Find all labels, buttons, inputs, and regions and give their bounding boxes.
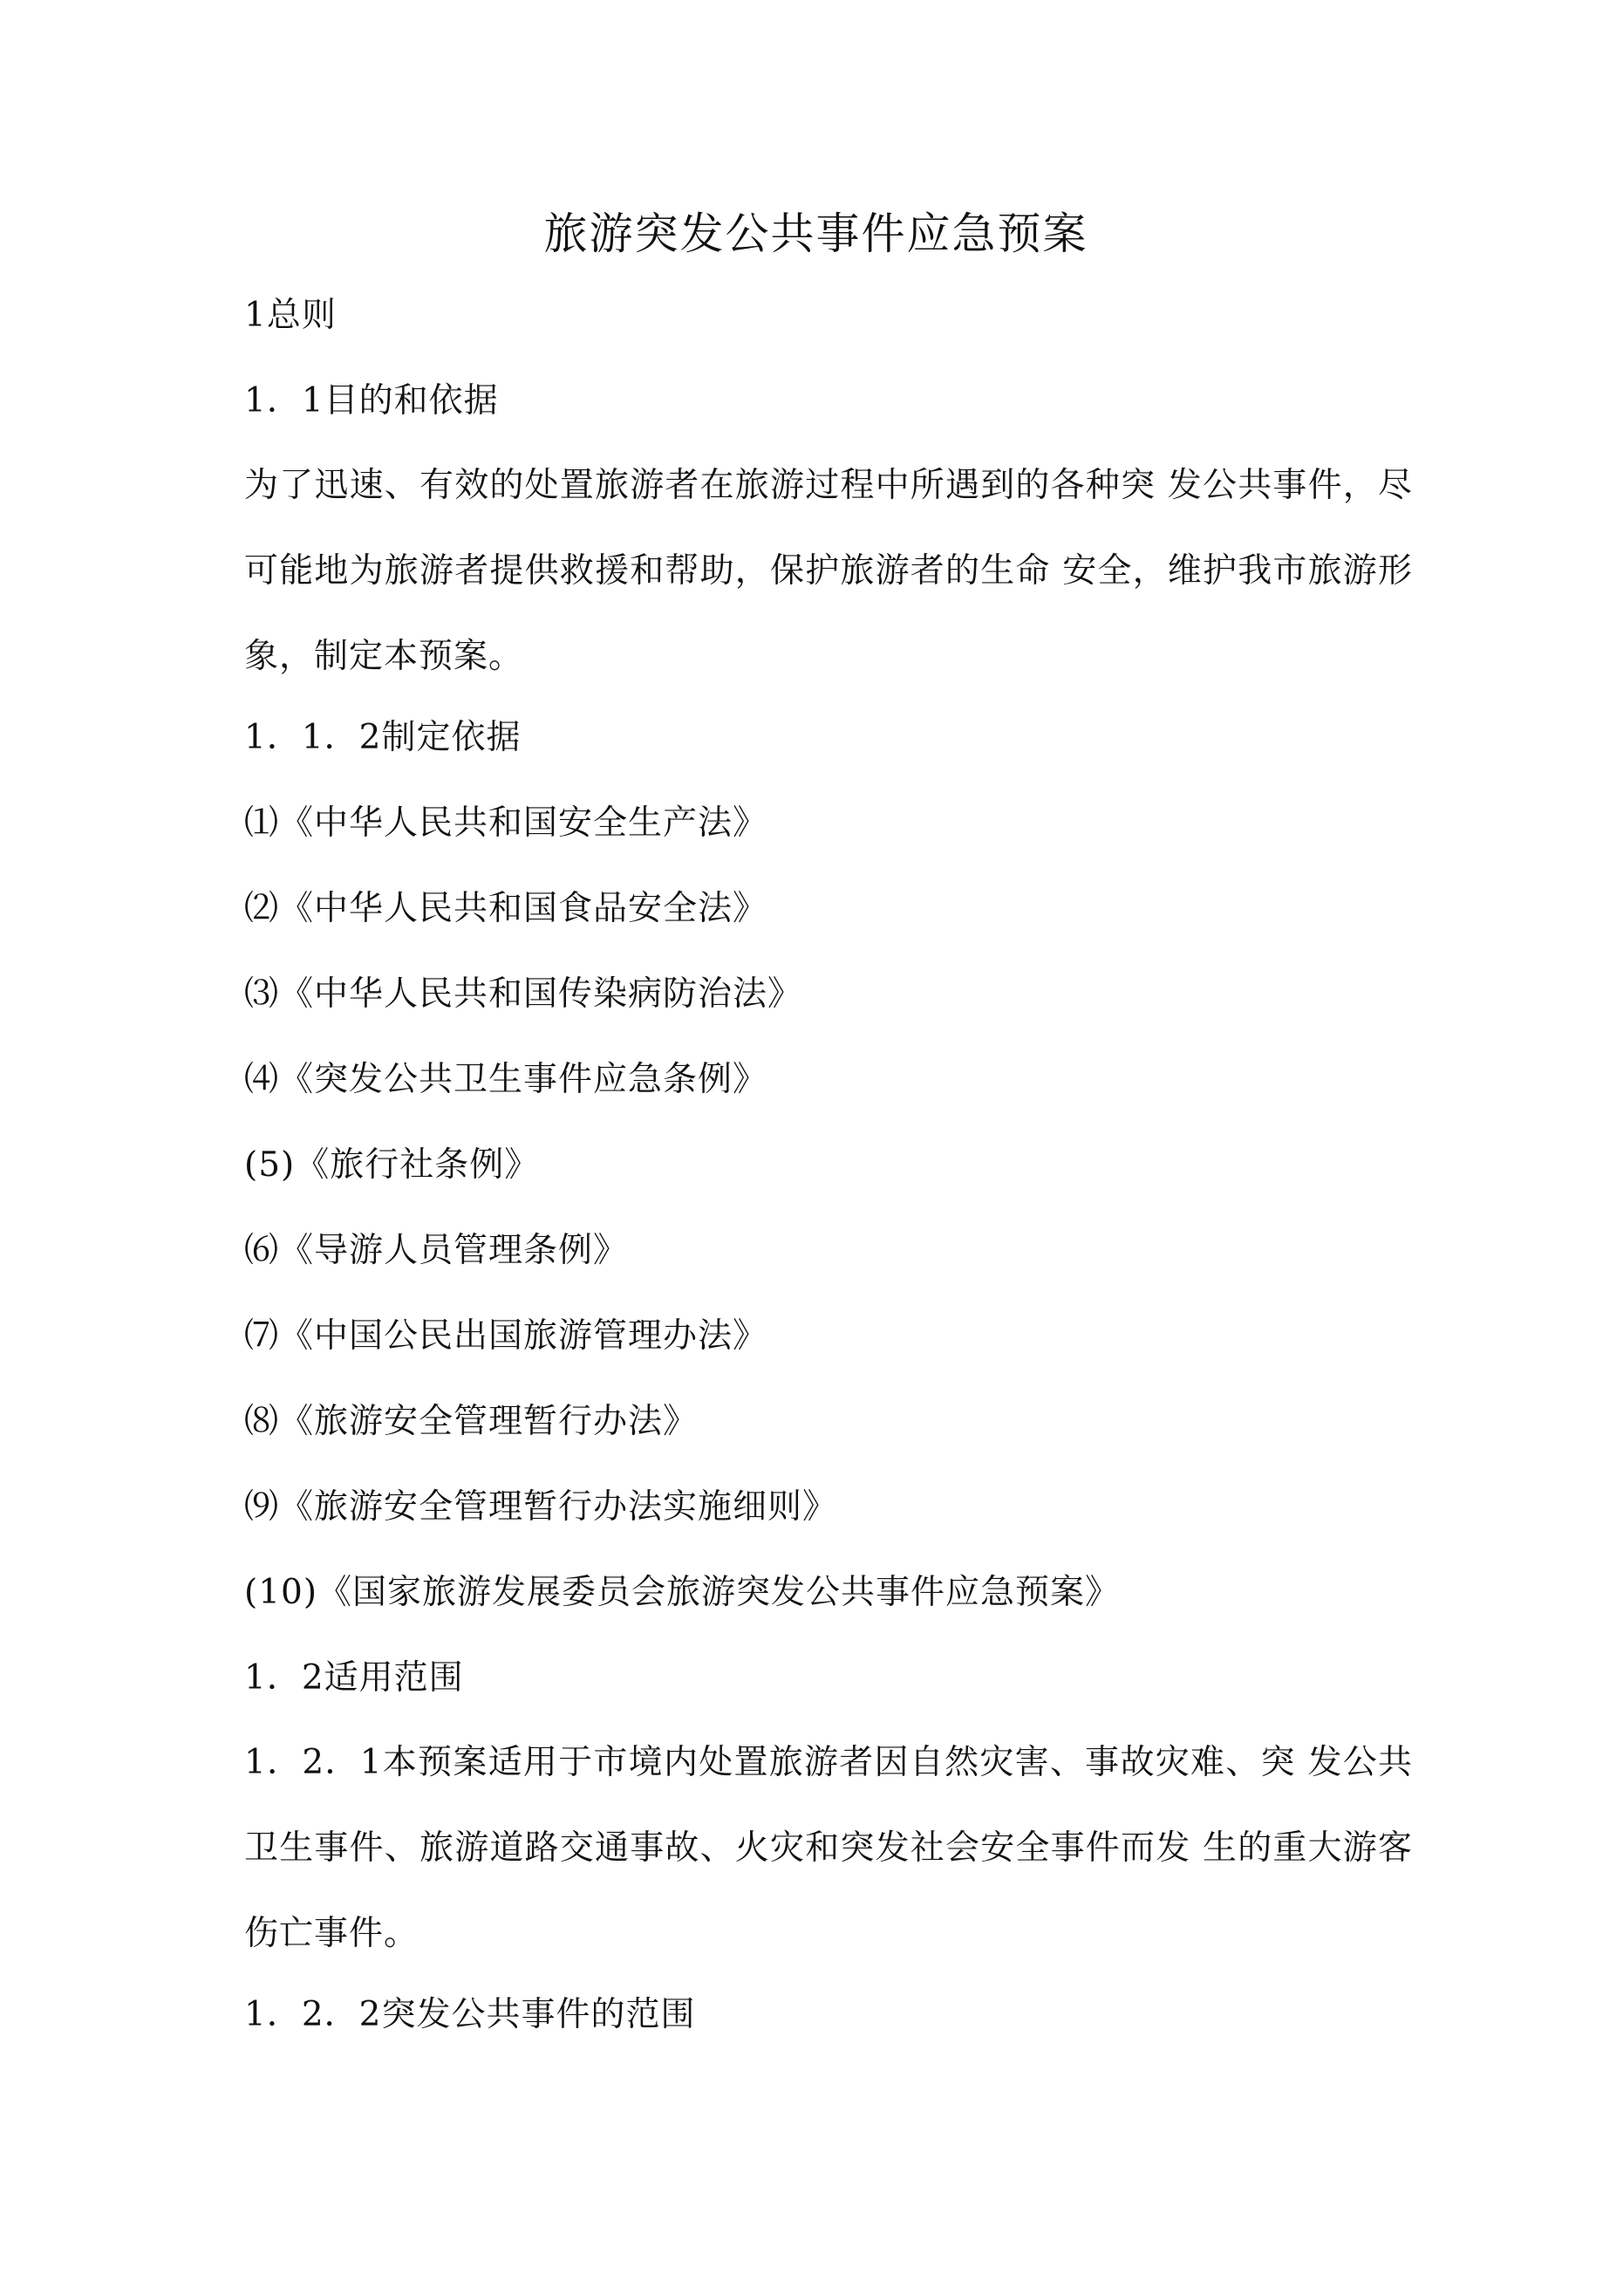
basis-item: (5)《旅行社条例》 bbox=[244, 1145, 540, 1185]
basis-item: ⑺《中国公民出国旅游管理办法》 bbox=[244, 1316, 768, 1356]
basis-item: ⑹《导游人员管理条例》 bbox=[244, 1231, 629, 1270]
section-heading-purpose: 1．1目的和依据 bbox=[244, 381, 499, 420]
section-heading-general: 1总则 bbox=[244, 296, 337, 335]
basis-item: ⑷《突发公共卫生事件应急条例》 bbox=[244, 1060, 768, 1099]
section-heading-basis: 1．1．2制定依据 bbox=[244, 718, 522, 757]
basis-item: ⑻《旅游安全管理暂行办法》 bbox=[244, 1402, 699, 1441]
basis-item: ⑼《旅游安全管理暂行办法实施细则》 bbox=[244, 1487, 838, 1527]
basis-item: (10)《国家旅游发展委员会旅游突发公共事件应急预案》 bbox=[244, 1573, 1121, 1612]
basis-item: ⑴《中华人民共和国安全生产法》 bbox=[244, 803, 768, 843]
section-heading-scope: 1．2适用范围 bbox=[244, 1658, 464, 1698]
section-heading-event-range: 1．2．2突发公共事件的范围 bbox=[244, 1995, 696, 2034]
document-title: 旅游突发公共事件应急预案 bbox=[543, 208, 1088, 259]
paragraph-purpose: 为了迅速、有效的处置旅游者在旅游过程中所遇到的各种突 发公共事件，尽可能地为旅游者提供救援和帮助，保护旅游者的生命 安全，维护我市旅游形象，制定本预案。 bbox=[244, 466, 1413, 676]
basis-item: ⑵《中华人民共和国食品安全法》 bbox=[244, 889, 768, 928]
paragraph-scope: 1．2．1本预案适用于市境内处置旅游者因自然灾害、事故灾难、突 发公共卫生事件、旅游道路交通事故、火灾和突发社会安全事件而发 生的重大游客伤亡事件。 bbox=[244, 1743, 1413, 1953]
basis-item: ⑶《中华人民共和国传染病防治法》 bbox=[244, 974, 803, 1014]
